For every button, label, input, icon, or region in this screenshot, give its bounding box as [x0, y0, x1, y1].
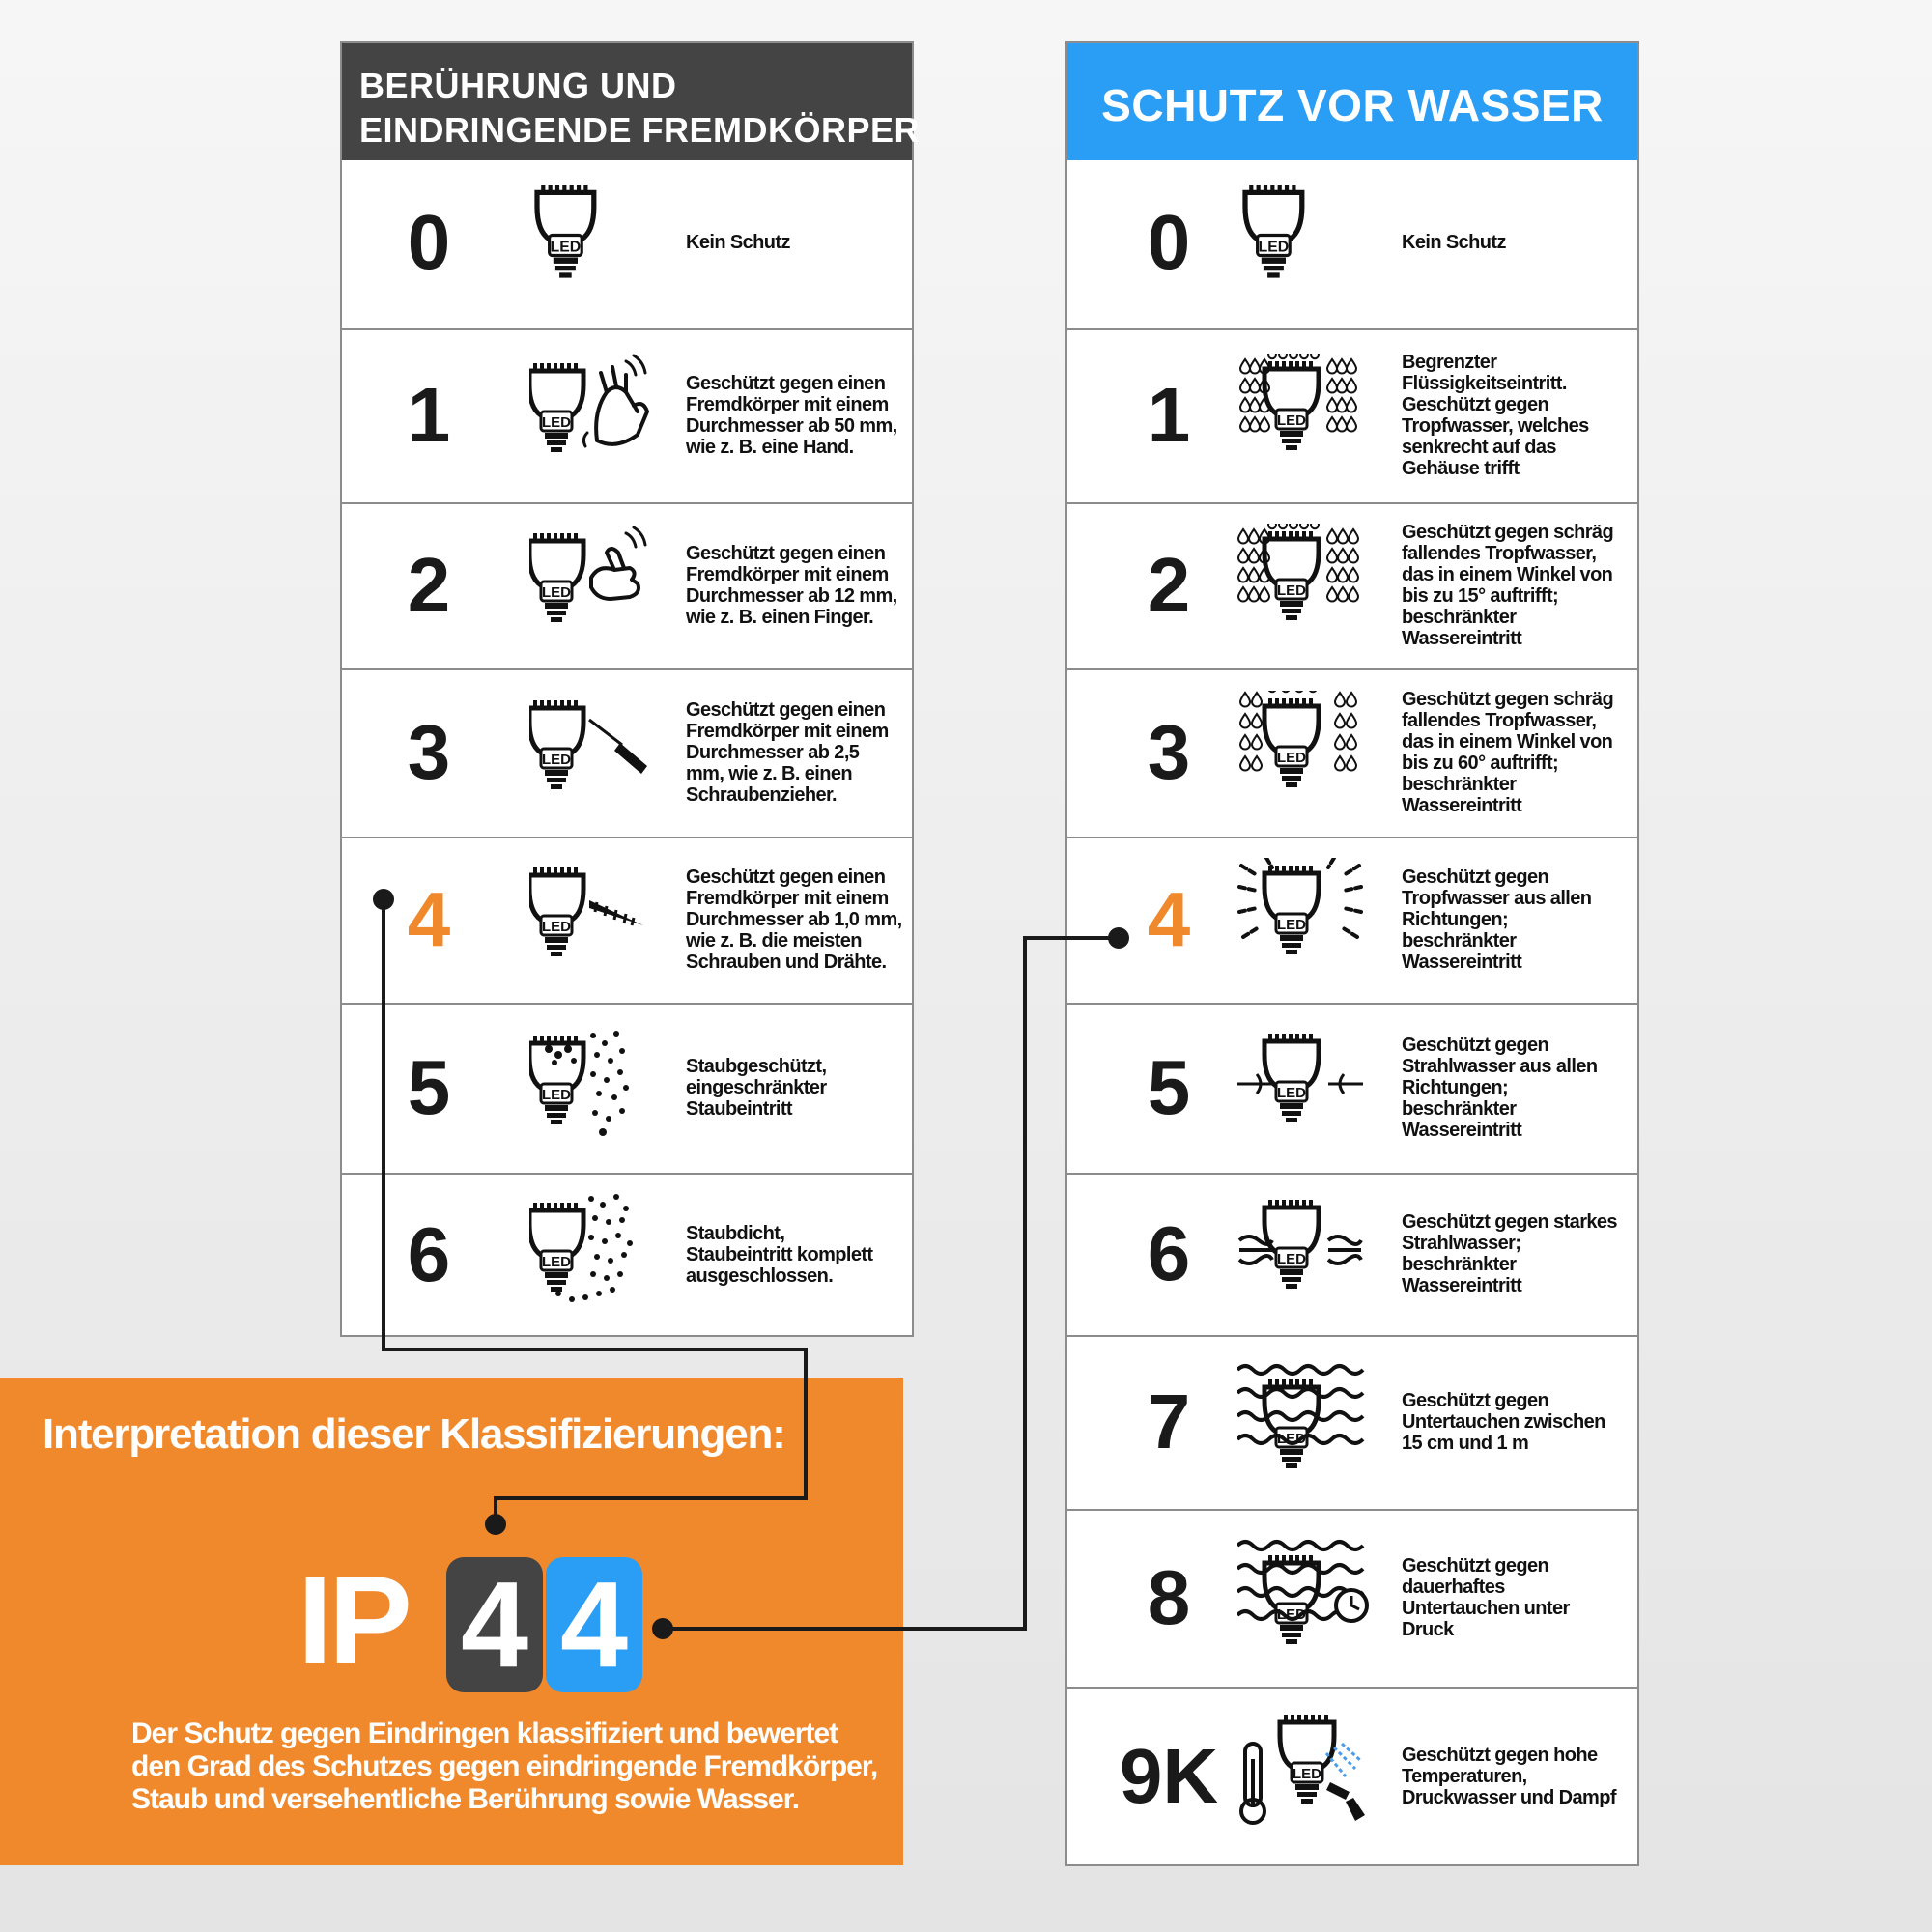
screw-icon	[529, 858, 665, 983]
splash-icon	[1237, 858, 1373, 983]
svg-text:LED: LED	[1277, 1431, 1306, 1447]
svg-text:LED: LED	[1258, 239, 1290, 256]
level-description: Geschützt gegen Strahlwasser aus allen Richtungen; beschränkter Wassereintritt	[1402, 1035, 1598, 1141]
svg-text:LED: LED	[1277, 412, 1306, 429]
touch-level-row-1	[342, 328, 912, 502]
level-number: 1	[1147, 372, 1191, 458]
tilted-drops-60-icon	[1237, 691, 1373, 816]
level-number: 2	[1147, 542, 1191, 628]
svg-text:LED: LED	[1277, 1085, 1306, 1101]
level-description: Staubgeschützt, eingeschränkter Staubeintritt	[686, 1056, 827, 1120]
strong-jet-icon	[1237, 1192, 1373, 1318]
touch-level-row-4	[342, 837, 912, 1003]
immersion-icon	[1237, 1360, 1373, 1486]
level-description: Geschützt gegen einen Fremdkörper mit einem Durchmesser ab 1,0 mm, wie z. B. die meisten Schrauben und Drähte.	[686, 867, 902, 973]
touch-protection-panel	[340, 41, 921, 1337]
level-number: 5	[1147, 1044, 1191, 1130]
dust-icon	[529, 1026, 665, 1151]
svg-text:LED: LED	[1293, 1766, 1321, 1782]
level-number: 3	[407, 709, 451, 795]
water-level-row-6	[1067, 1173, 1637, 1335]
interpretation-title: Interpretation dieser Klassifizierungen:	[43, 1410, 785, 1458]
level-number: 3	[1147, 709, 1191, 795]
level-description: Kein Schutz	[686, 232, 790, 253]
water-level-row-4	[1067, 837, 1637, 1003]
svg-text:LED: LED	[542, 1087, 571, 1103]
touch-level-row-0	[342, 160, 912, 328]
water-level-row-1	[1067, 328, 1637, 502]
level-number: 5	[407, 1044, 451, 1130]
vertical-drops-icon	[1237, 354, 1373, 479]
level-description: Begrenzter Flüssigkeitseintritt. Geschützt gegen Tropfwasser, welches senkrecht auf das Gehäuse trifft	[1402, 352, 1589, 479]
svg-text:LED: LED	[542, 584, 571, 601]
svg-text:LED: LED	[542, 919, 571, 935]
water-level-row-3	[1067, 668, 1637, 837]
level-number: 2	[407, 542, 451, 628]
touch-level-row-6	[342, 1173, 912, 1337]
ip-digit-water: 4	[546, 1557, 642, 1692]
level-description: Geschützt gegen einen Fremdkörper mit einem Durchmesser ab 12 mm, wie z. B. einen Finger.	[686, 543, 897, 628]
level-description: Geschützt gegen dauerhaftes Untertauchen unter Druck	[1402, 1555, 1570, 1640]
dust-tight-icon	[529, 1193, 665, 1319]
level-number: 4	[1147, 876, 1191, 962]
level-description: Geschützt gegen starkes Strahlwasser; beschränkter Wassereintritt	[1402, 1211, 1617, 1296]
level-number: 7	[1147, 1378, 1191, 1464]
led-bulb-icon	[529, 181, 665, 306]
level-description: Geschützt gegen einen Fremdkörper mit einem Durchmesser ab 2,5 mm, wie z. B. einen Schraubenzieher.	[686, 699, 889, 806]
water-level-row-7	[1067, 1335, 1637, 1509]
level-number: 6	[407, 1211, 451, 1297]
level-number: 6	[1147, 1210, 1191, 1296]
led-bulb-icon	[1237, 181, 1373, 306]
level-description: Geschützt gegen hohe Temperaturen, Druckwasser und Dampf	[1402, 1745, 1616, 1808]
level-number: 9K	[1119, 1733, 1219, 1819]
water-panel-title: SCHUTZ VOR WASSER	[1101, 80, 1604, 130]
interpretation-description: Der Schutz gegen Eindringen klassifiziert und bewertet den Grad des Schutzes gegen eindringende Fremdkörper, Staub und versehentliche Berührung sowie Wasser.	[131, 1718, 878, 1815]
level-description: Geschützt gegen Untertauchen zwischen 15 cm und 1 m	[1402, 1390, 1605, 1454]
touch-level-row-5	[342, 1003, 912, 1173]
svg-text:LED: LED	[1277, 750, 1306, 766]
level-description: Staubdicht, Staubeintritt komplett ausgeschlossen.	[686, 1223, 873, 1287]
level-number: 4	[407, 876, 451, 962]
level-number: 8	[1147, 1554, 1191, 1640]
finger-icon	[529, 524, 665, 649]
level-description: Geschützt gegen einen Fremdkörper mit einem Durchmesser ab 50 mm, wie z. B. eine Hand.	[686, 373, 897, 458]
level-number: 1	[407, 372, 451, 458]
svg-text:LED: LED	[1277, 582, 1306, 599]
touch-panel-title-line2: EINDRINGENDE FREMDKÖRPER	[359, 110, 921, 150]
water-level-row-8	[1067, 1509, 1637, 1687]
ip-label: IP	[298, 1549, 409, 1690]
level-description: Kein Schutz	[1402, 232, 1506, 253]
svg-text:LED: LED	[1277, 917, 1306, 933]
svg-text:LED: LED	[1277, 1606, 1306, 1623]
interpretation-box	[0, 1378, 903, 1865]
svg-text:LED: LED	[542, 752, 571, 768]
water-level-row-2	[1067, 502, 1637, 668]
svg-text:LED: LED	[542, 1254, 571, 1270]
level-number: 0	[1147, 199, 1191, 285]
level-description: Geschützt gegen Tropfwasser aus allen Richtungen; beschränkter Wassereintritt	[1402, 867, 1592, 973]
water-level-row-0	[1067, 160, 1637, 328]
ip-digit-touch: 4	[446, 1557, 543, 1692]
svg-text:LED: LED	[542, 414, 571, 431]
level-number: 0	[407, 199, 451, 285]
hand-icon	[529, 354, 665, 479]
tilted-drops-15-icon	[1237, 524, 1373, 649]
submersion-pressure-icon	[1237, 1536, 1373, 1662]
svg-text:LED: LED	[1277, 1251, 1306, 1267]
level-description: Geschützt gegen schräg fallendes Tropfwasser, das in einem Winkel von bis zu 60° auftrifft; beschränkter Wassereintritt	[1402, 689, 1614, 816]
water-panel-header	[1067, 43, 1637, 160]
screwdriver-icon	[529, 691, 665, 816]
touch-level-row-3	[342, 668, 912, 837]
water-jet-icon	[1237, 1026, 1373, 1151]
thermometer-nozzle-icon	[1237, 1715, 1373, 1840]
touch-panel-header	[342, 43, 921, 160]
water-level-row-5	[1067, 1003, 1637, 1173]
water-level-row-9k	[1067, 1687, 1637, 1866]
svg-text:LED: LED	[550, 239, 582, 256]
level-description: Geschützt gegen schräg fallendes Tropfwasser, das in einem Winkel von bis zu 15° auftrifft; beschränkter Wassereintritt	[1402, 522, 1614, 649]
touch-level-row-2	[342, 502, 912, 668]
water-protection-panel	[1065, 41, 1639, 1866]
touch-panel-title-line1: BERÜHRUNG UND	[359, 66, 677, 105]
